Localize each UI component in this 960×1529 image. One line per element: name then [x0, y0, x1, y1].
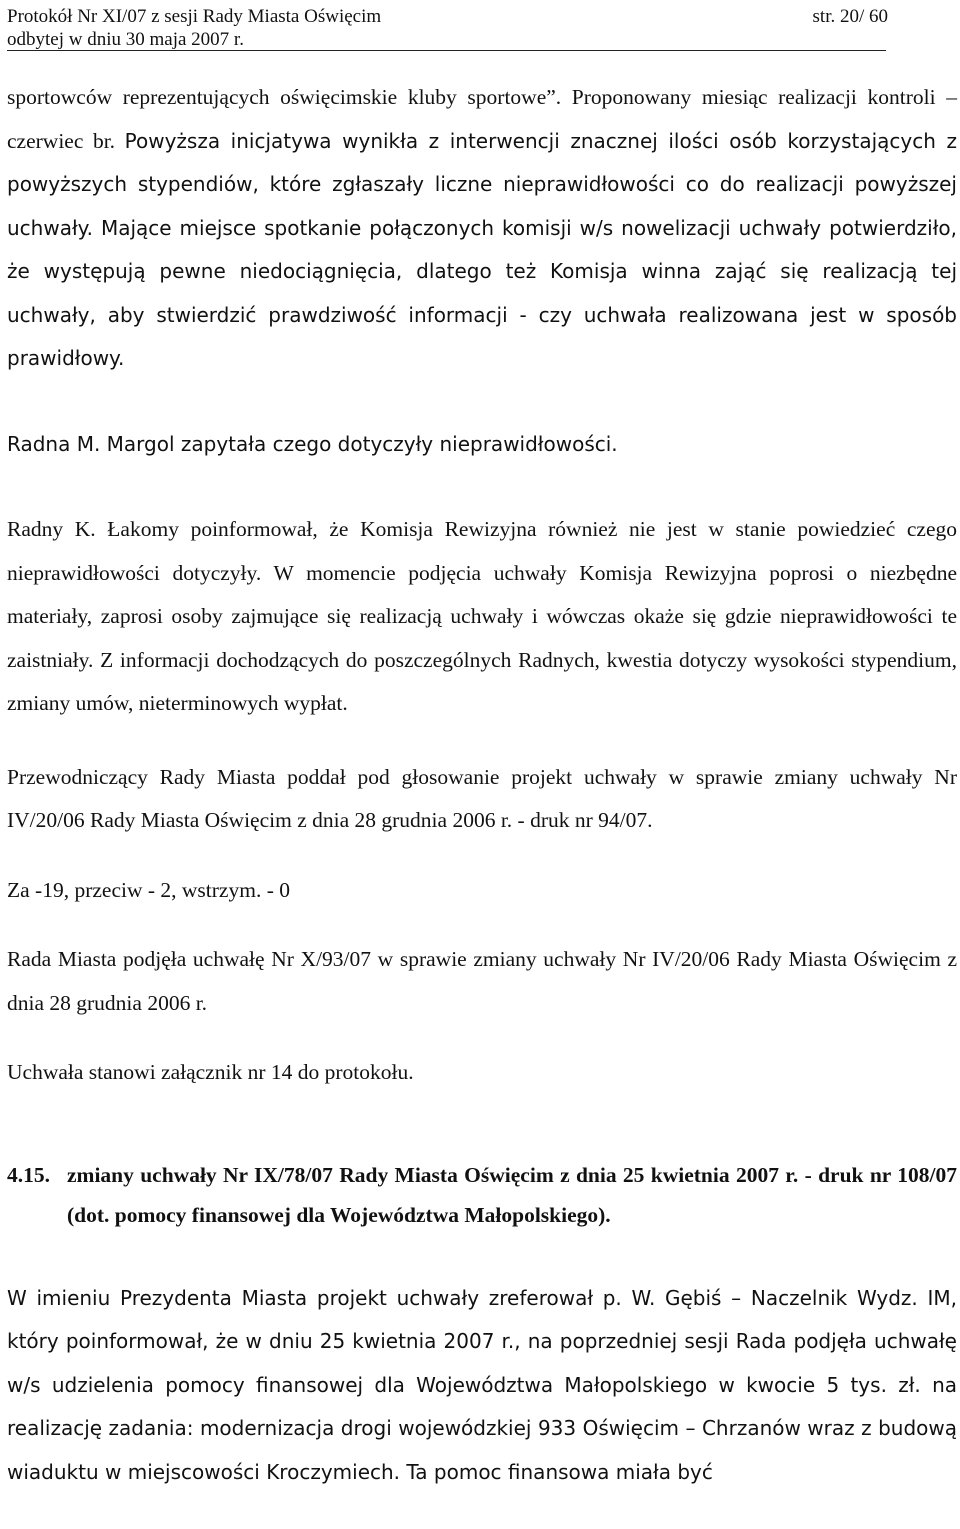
paragraph-lakomy: Radny K. Łakomy poinformował, że Komisja Rewizyjna również nie jest w stanie powiedzieć czego nieprawidłowości dotyczyły. W momencie podjęcia uchwały Komisja Rewizyjna poprosi o niezbędne materiały, zaprosi osoby zajmujące się realizacją uchwały i wówczas okaże się gdzie nieprawidłowości te zaistniały. Z informacji dochodzących do poszczególnych Radnych, kwestia dotyczy wysokości stypendium, zmiany umów, nieterminowych wypłat.	[7, 517, 957, 715]
spacer	[7, 912, 957, 938]
spacer	[7, 726, 957, 756]
spacer	[7, 1235, 957, 1257]
header-date: odbytej w dniu 30 maja 2007 r.	[7, 29, 244, 50]
paragraph-1-serif: sportowców reprezentujących oświęcimskie kluby sportowe”. Proponowany miesiąc realizacji kontroli – czerwiec br.	[7, 85, 957, 153]
page-header	[0, 0, 960, 50]
header-divider	[7, 50, 886, 51]
spacer	[7, 843, 957, 869]
agenda-item-title: zmiany uchwały Nr IX/78/07 Rady Miasta Oświęcim z dnia 25 kwietnia 2007 r. - druk nr 108/07 (dot. pomocy finansowej dla Województwa Małopolskiego).	[67, 1162, 957, 1227]
spacer	[7, 381, 957, 403]
paragraph-margol: Radna M. Margol zapytała czego dotyczyły nieprawidłowości.	[7, 431, 618, 456]
paragraph-gebis: W imieniu Prezydenta Miasta projekt uchwały zreferował p. W. Gębiś – Naczelnik Wydz. IM, który poinformował, że w dniu 25 kwietnia 2007 r., na poprzedniej sesji Rada podjęła uchwałę w/s udzielenia pomocy finansowej dla Województwa Małopolskiego w kwocie 5 tys. zł. na realizację zadania: modernizacja drogi wojewódzkiej 933 Oświęcim – Chrzanów wraz z budową wiaduktu w miejscowości Kroczymiech. Ta pomoc finansowa miała być	[7, 1285, 957, 1484]
paragraph-attachment: Uchwała stanowi załącznik nr 14 do protokołu.	[7, 1060, 414, 1084]
document-body	[7, 76, 957, 1514]
paragraph-1-sans: Powyższa inicjatywa wynikła z interwencji znacznej ilości osób korzystających z powyższych stypendiów, które zgłaszały liczne nieprawidłowości co do realizacji powyższej uchwały. Mające miejsce spotkanie połączonych komisji w/s nowelizacji uchwały potwierdziło, że występują pewne niedociągnięcia, dlatego też Komisja winna zająć się realizacją tej uchwały, aby stwierdzić prawdziwość informacji - czy uchwała realizowana jest w sposób prawidłowy.	[7, 128, 957, 370]
paragraph-resolution: Rada Miasta podjęła uchwałę Nr X/93/07 w sprawie zmiany uchwały Nr IV/20/06 Rady Miasta Oświęcim z dnia 28 grudnia 2006 r.	[7, 947, 957, 1015]
page-number: str. 20/ 60	[812, 6, 888, 27]
header-title: Protokół Nr XI/07 z sesji Rady Miasta Oświęcim	[7, 6, 382, 27]
agenda-item-number: 4.15.	[7, 1162, 50, 1187]
spacer	[7, 486, 957, 508]
paragraph-1	[7, 76, 957, 381]
agenda-item	[7, 1155, 957, 1235]
paragraph-vote-result: Za -19, przeciw - 2, wstrzym. - 0	[7, 877, 290, 902]
paragraph-voting-proposal: Przewodniczący Rady Miasta poddał pod głosowanie projekt uchwały w sprawie zmiany uchwały Nr IV/20/06 Rady Miasta Oświęcim z dnia 28 grudnia 2006 r. - druk nr 94/07.	[7, 764, 957, 832]
spacer	[7, 1025, 957, 1051]
spacer	[7, 1095, 957, 1155]
